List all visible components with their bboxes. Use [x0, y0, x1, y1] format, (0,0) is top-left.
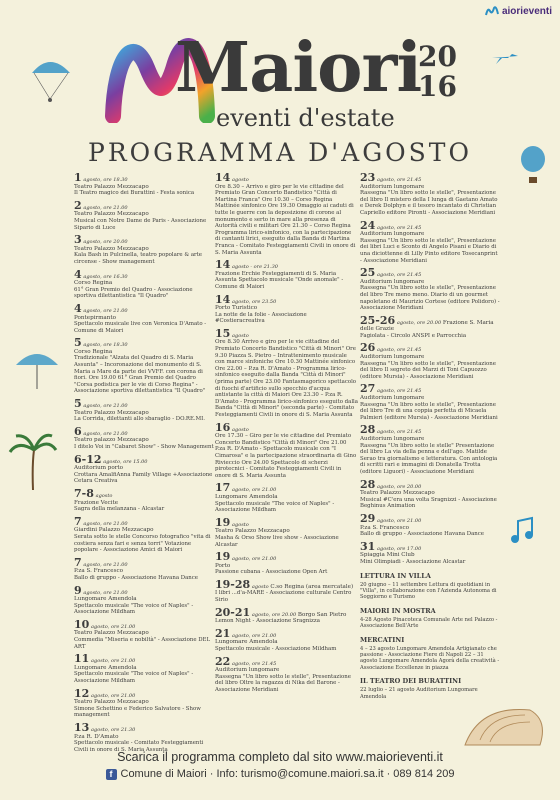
section-body: 4 – 23 agosto Lungomare Amendola Artigianato che passione - Associazione Fiere di Napoli 22 – 31 agosto Lungomare Amendola Agorà della creatività - Associazione Eccellenze in piazza [360, 645, 500, 671]
event-desc: Arrivo e giro per le vie cittadine del Premiato Concerto Bandistico "Città di Minori" Ore 9.30 Piazza S. Pietro – Intrattenimento musicale con marce sinfoniche Ore 10.30 Mattinée sinfonico Ore 22.00 – P.za R. D'Amato - Programma lirico-sinfonico eseguito dalla Banda "Città di Minori" (prima parte) Ore 23.00 Fantasmagorico spettacolo di fuochi d'artificio sullo specchio d'acqua antistante la città di Maiori Ore 23.30 – P.za R. D'Amato - Programma lirico-sinfonico eseguito dalla Banda "Città di Minori" (seconda parte) - Comitato Festeggiamenti Civili in onore di S. Maria Assunta [215, 339, 358, 418]
event-when: agosto, ore 21.00 [83, 561, 128, 568]
event-day: 25-26 [360, 313, 396, 327]
event-place: Teatro Palazzo Mezzacapo [215, 528, 290, 535]
event-desc: I ditelo Voi in "Cabaret Show" - Show Management [74, 444, 214, 450]
section-title: MAIORI IN MOSTRA [360, 606, 436, 615]
event-desc: Rassegna "Un libro sotto le stelle" Presentazione del libro La via della penna e dell'ago. Matilde Serao tra giornalismo e letteratura. Con antologia di scritti rari e immagini di Donatella Trotta (editore Liguori) - Associazione Meridiani [360, 442, 498, 475]
event-item [74, 171, 214, 197]
event-when: agosto, ore 21.45 [377, 388, 422, 395]
header [0, 0, 560, 170]
event-item [360, 539, 500, 566]
event-place: Auditorium lungomare [360, 395, 425, 402]
event-day: 5 [74, 336, 82, 350]
event-place: Lungomare Amendola [215, 493, 278, 500]
footer-contacts [40, 768, 520, 780]
event-day: 27 [360, 382, 376, 396]
event-day: 2 [74, 198, 82, 212]
event-when: agosto, ore 21.45 [377, 347, 422, 354]
event-when: agosto, ore 21.00 [83, 403, 128, 410]
event-place: Auditorium lungomare [360, 278, 425, 285]
event-when: agosto, ore 21.00 [232, 487, 277, 494]
event-place: Lungomare Amendola [74, 596, 137, 603]
event-when: agosto, ore 21.00 [83, 589, 128, 596]
event-day: 3 [74, 233, 82, 247]
section-title: LETTURA IN VILLA [360, 571, 431, 580]
event-desc: Spettacolo musicale - Associazione Mildham [215, 646, 337, 653]
event-item [74, 452, 214, 485]
event-item [74, 514, 214, 554]
event-item [215, 481, 358, 514]
event-desc: Kala Bash in Pulcinella, teatro popolare & arte circense - Show management [74, 252, 202, 265]
event-when: agosto [232, 521, 249, 528]
event-desc: Rassegna "Un libro sotto le stelle", Presentazione del libro Tre di una coppia perfetta di Micaela Palmieri (editore Mursia) - Associazione Meridiani [360, 401, 498, 421]
event-desc: Spettacolo musicale live con Veronica D'Amato - Comune di Maiori [74, 321, 207, 334]
umbrella-icon [12, 345, 62, 390]
events-column-3 [360, 171, 500, 700]
event-when: agosto [95, 492, 113, 499]
year [418, 42, 478, 102]
event-place: Ore 8.30 [215, 183, 240, 190]
event-place: Teatro Palazzo Mezzacapo [74, 245, 149, 252]
event-place: Teatro Palazzo Mezzacapo [74, 409, 149, 416]
event-when: agosto, ore 18.30 [83, 177, 128, 183]
event-place: Corso Regina [74, 348, 113, 355]
event-day: 21 [215, 626, 231, 640]
event-desc: Spettacolo musicale - Comitato Festeggiamenti Civili in onore di S. Maria Assunta [74, 740, 204, 753]
event-place: C.so Regina (area mercatale) [270, 583, 354, 590]
event-day: 4 [74, 301, 82, 315]
section-title: IL TEATRO DEI BURATTINI [360, 677, 462, 686]
event-item [215, 171, 358, 256]
event-when: agosto, ore 20.00 [377, 483, 422, 490]
event-desc: Simone Schettino e Federico Salvatore - Show management [74, 705, 201, 719]
event-item [360, 423, 500, 475]
event-place: Pontepirmanto [74, 314, 116, 321]
footer-download[interactable]: Scarica il programma completo dal sito www.maiorieventi.it [117, 750, 443, 764]
event-desc: Musical con Notre Dame de Paris - Associazione Sipario di Luce [74, 217, 207, 231]
brand-logo-text: aiorieventi [501, 6, 552, 17]
palm-tree-icon [8, 430, 58, 490]
section-lettura [360, 572, 500, 601]
event-desc: Sagra della melanzana - Alcastar [74, 506, 165, 513]
event-item [215, 605, 358, 625]
event-place: Auditorium lungomare [360, 231, 425, 238]
event-desc: – Giro per le vie cittadine del Premiato Concerto Bandistico "Città di Minori" Ore 21.00 P.za R. D'Amato - Spettacolo musicale con "I Cimarosa" e la partecipazione straordinaria di Gino Rivieccio Ore 24.00 Spettacolo di scherzi pirotecnici - Comitato Festeggiamenti Civili in onore di S. Maria Assunta [215, 433, 357, 479]
event-day: 7 [74, 555, 82, 569]
event-item [360, 218, 500, 265]
event-desc: Ballo di gruppo - Associazione Havana Dance [74, 574, 198, 581]
event-day: 4 [74, 267, 82, 281]
event-item [360, 341, 500, 380]
year-bottom: 16 [418, 70, 457, 103]
event-desc: Rassegna "Un libro sotto le stelle", Presentazione del libro Oltre la ragazza di Nika del Barone - Associazione Meridiani [215, 673, 351, 693]
section-body: 20 giugno – 11 settembre Lettura di quotidiani in "Villa", in collaborazione con l'Azienda Autonoma di Soggiorno e Turismo [360, 581, 497, 601]
event-place: Auditorium lungomare [360, 183, 425, 190]
event-day: 14 [215, 258, 231, 272]
event-when: agosto, ore 21.45 [377, 224, 422, 231]
event-item [215, 258, 358, 290]
event-when: agosto, ore 21.00 [83, 520, 128, 527]
event-day: 10 [74, 617, 90, 631]
event-desc: Fagiolata - Circolo ANSPI e Parrocchia [360, 332, 467, 339]
event-day: 19-28 [215, 577, 251, 591]
event-day: 5 [74, 397, 82, 411]
event-day: 11 [74, 652, 90, 666]
event-when: agosto, ore 15.00 [103, 458, 148, 465]
event-desc: Rassegna "Un libro sotto le stelle", Presentazione del libro Tre meno meno. Diario di un gourmet napoletano di Maurizio Cortese (editore Polidoro) - Associazione Meridiani [360, 285, 500, 312]
event-desc: Festeggiamenti di S. Maria Assunta Spettacolo musicale "Onde anomale" - Comune di Maiori [215, 270, 344, 290]
event-when: agosto, ore 20.00 [251, 611, 297, 618]
event-day: 28 [360, 477, 376, 491]
event-place: P.za S. Francesco [360, 524, 409, 531]
event-day: 9 [74, 583, 82, 597]
event-day: 15 [215, 326, 231, 340]
event-place: Teatro Palazzo Mezzacapo [74, 630, 149, 637]
event-place: Lungomare Amendola [215, 639, 278, 646]
event-when: agosto, ore 21.00 [83, 204, 128, 211]
event-when: agosto, ore 21.45 [232, 660, 277, 667]
program-title: PROGRAMMA D'AGOSTO [88, 138, 472, 167]
section-mercatini [360, 636, 500, 672]
event-subtitle: eventi d'estate [216, 104, 395, 132]
event-place: Auditorium lungomare [360, 354, 425, 361]
music-note-icon [508, 515, 538, 545]
parasail-icon [28, 55, 73, 105]
event-item [215, 654, 358, 694]
event-title: Maiori [175, 28, 422, 108]
event-day: 26 [360, 341, 376, 355]
event-when: agosto, ore 21.00 [232, 556, 277, 563]
event-item [74, 686, 214, 719]
event-place: Borgo San Pietro [297, 611, 347, 618]
event-item [74, 583, 214, 616]
event-place: Teatro Palazzo Mezzacapo [360, 490, 435, 497]
event-when: agosto, ore 21.00 [83, 430, 128, 437]
event-item [360, 266, 500, 312]
event-item [74, 617, 214, 650]
event-item [215, 626, 358, 653]
event-place: Teatro Palazzo Mezzacapo [74, 699, 149, 706]
footer-contacts-text: Comune di Maiori · Info: turismo@comune.maiori.sa.it · 089 814 209 [120, 768, 455, 780]
event-day: 6-12 [74, 452, 102, 466]
event-desc: I libri ...d'a-MARE - Associazione culturale Centro Sirio [215, 590, 352, 604]
event-when: agosto, ore 21.30 [91, 727, 136, 733]
event-item [74, 267, 214, 300]
event-when: agosto, ore 21.00 [91, 623, 136, 630]
section-burattini [360, 677, 500, 700]
event-desc: Rassegna "Un libro sotto le stelle", Presentazione del libro Il mistero della I lunga di Gaetano Amato e Derek Dolphyn e il tesoro incantato di Christian Capriello editore Pironti - Associazione Meridiani [360, 190, 498, 216]
section-body: 22 luglio – 21 agosto Auditorium Lungomare Amendola [360, 687, 478, 700]
event-desc: Il Teatro magico dei Burattini - Festa sonica [74, 190, 195, 197]
events-column-1 [74, 171, 214, 759]
event-day: 12 [74, 686, 90, 700]
event-day: 17 [215, 481, 231, 495]
event-place: Ore 8.30 [215, 339, 240, 346]
event-item [360, 313, 500, 340]
event-place: Teatro Palazzo Mezzacapo [74, 211, 149, 218]
event-item [74, 397, 214, 423]
event-desc: Musical #C'era una volta Sragnizzi - Associazione Beghinus Animation [360, 496, 497, 510]
event-place: Auditorium porto [74, 465, 124, 472]
event-day: 7-8 [74, 486, 94, 500]
event-day: 31 [360, 539, 376, 553]
event-desc: Crottara AmalfiAnna Family Village +Associazione Cetara Creativa [74, 471, 213, 485]
event-place: Spiaggia Mini Club [360, 552, 415, 559]
event-when: agosto, ore 17.00 [377, 545, 422, 552]
event-desc: Passione cubana - Associazione Open Art [215, 569, 328, 576]
event-item [215, 577, 358, 604]
event-item [74, 301, 214, 334]
event-desc: La notte de la folie - Associazione #Costieracreativa [215, 311, 307, 325]
event-day: 29 [360, 511, 376, 525]
event-item [215, 550, 358, 576]
event-item [74, 198, 214, 231]
event-desc: Spettacolo musicale "The voice of Naples" - Associazione Mildham [74, 602, 194, 616]
event-when: agosto, ore 21.45 [377, 272, 422, 279]
event-desc: Spettacolo musicale "The voice of Naples" - Associazione Mildham [74, 671, 194, 685]
event-place: Porto Turistico [215, 305, 258, 312]
event-place: Ore 17.30 [215, 433, 244, 440]
event-day: 6 [74, 424, 82, 438]
event-when: agosto - ore 21.30 [232, 264, 278, 271]
event-day: 23 [360, 171, 376, 184]
event-place: P.za R. D'Amato [74, 733, 119, 740]
event-day: 1 [74, 171, 82, 184]
event-item [360, 171, 500, 217]
event-when: agosto [232, 426, 249, 433]
event-desc: Rassegna "Un libro sotto le stelle", Presentazione dei libri Luci e Sconto di Angelo Pisani e Diario di una diciottenne di Lilly Pinto editore Tosecanprint - Associazione Meridiani [360, 237, 498, 264]
event-place: Porto [215, 562, 231, 569]
event-day: 25 [360, 266, 376, 280]
event-item [74, 336, 214, 395]
event-when: agosto, ore 21.00 [232, 632, 277, 639]
airplane-icon [490, 48, 520, 68]
event-desc: Ballo di gruppo - Associazione Havana Dance [360, 531, 484, 538]
event-day: 14 [215, 292, 231, 306]
event-day: 16 [215, 420, 231, 434]
event-day: 28 [360, 423, 376, 437]
event-place: Teatro Palazzo Mezzacapo [74, 183, 149, 190]
event-day: 13 [74, 721, 90, 734]
event-when: agosto, ore 21.45 [377, 177, 422, 183]
event-day: 20-21 [215, 605, 251, 619]
events-column-2 [215, 171, 358, 700]
event-when: agosto, ore 21.45 [377, 429, 422, 436]
event-item [215, 292, 358, 325]
event-place: Auditorium lungomare [215, 667, 280, 674]
event-desc: Lemon Night - Associazione Sragnizza [215, 618, 320, 625]
event-when: agosto, ore 21.00 [83, 307, 128, 314]
event-place: Frazione S. Maria delle Grazie [360, 319, 494, 333]
event-when: agosto, ore 23.50 [232, 298, 277, 305]
event-place: Frazione Erchie [215, 270, 261, 277]
event-desc: Masha & Orso Show live show - Associazione Alcastar [215, 534, 339, 548]
event-place: Teatro palazzo Mezzacapo [74, 437, 149, 444]
event-when: agosto, ore 21.00 [91, 658, 136, 665]
event-desc: Spettacolo musicale "The voice of Naples" - Associazione Mildham [215, 500, 335, 514]
event-place: P.za S. Francesco [74, 568, 123, 575]
event-when: agosto, ore 20.00 [396, 319, 442, 326]
event-day: 14 [215, 171, 231, 184]
event-when: agosto, ore 16.30 [83, 273, 128, 280]
event-item [74, 233, 214, 265]
event-when: agosto [232, 177, 249, 183]
section-title: MERCATINI [360, 635, 405, 644]
event-item [74, 424, 214, 451]
event-place: Giardini Palazzo Mezzacapo [74, 527, 154, 534]
event-when: agosto, ore 18.30 [83, 342, 128, 349]
event-day: 7 [74, 514, 82, 528]
seashell-icon [460, 700, 550, 755]
event-desc: Commedia "Miseria e nobiltà" - Associazione DEL ART [74, 637, 211, 650]
section-mostra [360, 607, 500, 630]
event-desc: Serata sotto le stelle Concorso fotografico "vita di costiera senza fari e senza torri" Votazione popolare - Associazione Amici di Maiori [74, 533, 211, 554]
event-desc: Tradizionale "Alzata del Quadro di S. Maria Assunta" – Incoronazione del monumento di S. Maria a Mare da parte dei VVFF. con corona di fiori. Ore 19.00 61° Gran Premio del Quadro "Corsa podistica per le vie di Corso Regina" - Associazione sportiva dilettantistica "Il Quadro" [74, 355, 206, 395]
event-when: agosto, ore 21.00 [377, 517, 422, 524]
event-item [74, 555, 214, 582]
event-desc: La Corrida, dilettanti allo sbaraglio - DO.RE.MI. [74, 416, 206, 423]
event-item [215, 515, 358, 548]
event-when: agosto, ore 20.00 [83, 239, 128, 246]
event-item [74, 486, 214, 513]
event-desc: Mini Olimpiadi - Associazione Alcastar [360, 558, 466, 565]
event-item [360, 511, 500, 538]
event-desc: Rassegna "Un libro sotto le stelle", Presentazione del libro Il segreto dei Marzi di Toni Capuozzo (editore Mursia) - Associazione Meridiani [360, 360, 496, 380]
event-day: 22 [215, 654, 231, 668]
event-day: 19 [215, 550, 231, 564]
event-when: agosto [251, 583, 269, 590]
facebook-icon[interactable]: f [106, 769, 117, 780]
event-desc: 61° Gran Premio del Quadro - Associazione sportiva dilettantistica "Il Quadro" [74, 286, 193, 300]
event-place: Auditorium lungomare [360, 436, 425, 442]
event-item [360, 477, 500, 510]
event-when: agosto, ore 21.00 [91, 692, 136, 699]
event-when: agosto [232, 332, 249, 339]
event-item [215, 326, 358, 419]
section-body: 4-28 Agosto Pinacoteca Comunale Arte nel Palazzo - Associazione Bell'Arte [360, 616, 498, 630]
event-place: Lungomare Amendola [74, 664, 137, 671]
year-top: 20 [418, 40, 457, 73]
event-item [215, 420, 358, 480]
event-day: 19 [215, 515, 231, 529]
event-day: 24 [360, 218, 376, 232]
hot-air-balloon-icon [518, 145, 548, 185]
event-item [360, 382, 500, 421]
event-item [74, 652, 214, 685]
event-place: Frazione Vecite [74, 499, 119, 506]
event-desc: – Arrivo e giro per le vie cittadine del Premiato Gran Concerto Bandistico "Città di Martina Franca" Ore 10.30 – Corso Regina Mattinée sinfonico Ore 19.30 Omaggio ai caduti di tutte le guerre con la deposizione di corone al monumento e serto in mare alla presenza di Autorità civili e militari Ore 21.30 – Corso Regina Programma lirico-sinfonico, con la partecipazione di cantanti lirici, eseguito dalla Banda di Martina Franca - Comitato Festeggiamenti Civili in onore di S. Maria Assunta [215, 183, 356, 256]
event-place: Corso Regina [74, 280, 113, 287]
